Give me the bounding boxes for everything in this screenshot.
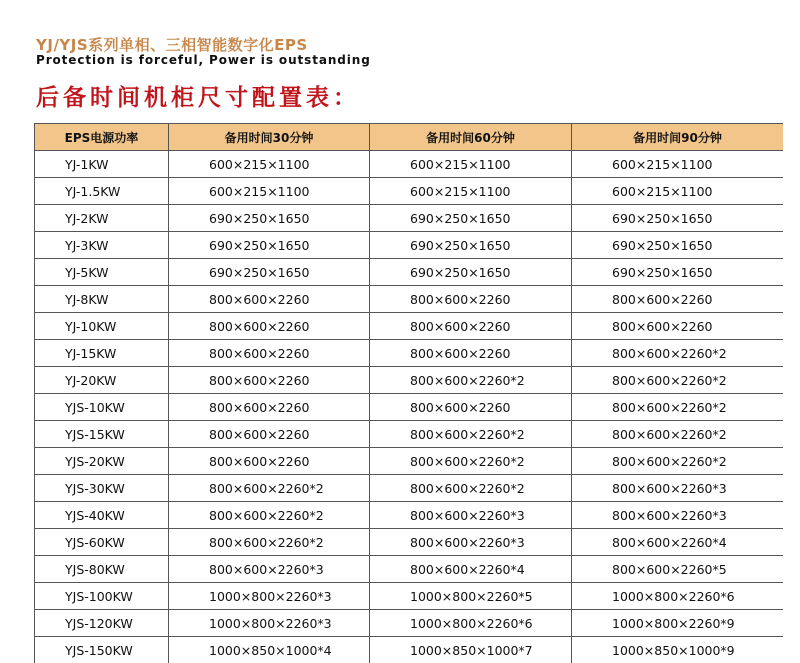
cell-size: 1000×800×2260*3 — [169, 610, 370, 637]
cell-size: 800×600×2260 — [169, 313, 370, 340]
table-row — [35, 556, 784, 583]
table-row — [35, 583, 784, 610]
table-row — [35, 205, 784, 232]
cell-size: 800×600×2260*5 — [572, 556, 784, 583]
cell-size: 800×600×2260*2 — [370, 421, 572, 448]
cell-size: 800×600×2260 — [169, 421, 370, 448]
cell-size: 800×600×2260*3 — [572, 502, 784, 529]
table-row — [35, 259, 784, 286]
table-row — [35, 475, 784, 502]
page-title: 后备时间机柜尺寸配置表： — [36, 79, 360, 112]
cell-size: 800×600×2260 — [370, 340, 572, 367]
cell-size: 800×600×2260 — [370, 286, 572, 313]
table-row — [35, 610, 784, 637]
cell-model: YJ-3KW — [35, 232, 169, 259]
cell-size: 800×600×2260*2 — [169, 529, 370, 556]
cell-size: 690×250×1650 — [572, 205, 784, 232]
cell-size: 800×600×2260 — [572, 286, 784, 313]
table-row — [35, 340, 784, 367]
column-header-90min: 备用时间90分钟 — [572, 124, 784, 151]
cell-size: 690×250×1650 — [370, 259, 572, 286]
cell-model: YJS-120KW — [35, 610, 169, 637]
cell-size: 800×600×2260 — [370, 394, 572, 421]
cell-size: 1000×800×2260*5 — [370, 583, 572, 610]
table-header-row — [35, 124, 784, 151]
cell-size: 690×250×1650 — [370, 205, 572, 232]
cell-size: 800×600×2260 — [169, 394, 370, 421]
series-subtitle: YJ/YJS系列单相、三相智能数字化EPS — [36, 34, 308, 55]
cell-size: 1000×800×2260*9 — [572, 610, 784, 637]
cell-size: 800×600×2260 — [169, 286, 370, 313]
cell-size: 800×600×2260 — [169, 448, 370, 475]
cell-size: 1000×850×1000*4 — [169, 637, 370, 663]
cell-model: YJS-30KW — [35, 475, 169, 502]
cabinet-size-table-container — [34, 123, 783, 663]
column-header-60min: 备用时间60分钟 — [370, 124, 572, 151]
table-row — [35, 394, 784, 421]
cell-model: YJ-10KW — [35, 313, 169, 340]
cell-size: 800×600×2260*2 — [572, 421, 784, 448]
table-row — [35, 502, 784, 529]
cell-size: 690×250×1650 — [169, 232, 370, 259]
cell-size: 600×215×1100 — [572, 151, 784, 178]
cell-size: 690×250×1650 — [572, 232, 784, 259]
cell-size: 800×600×2260*2 — [572, 367, 784, 394]
table-row — [35, 286, 784, 313]
cell-size: 800×600×2260*3 — [370, 502, 572, 529]
column-header-30min: 备用时间30分钟 — [169, 124, 370, 151]
cell-size: 1000×850×1000*9 — [572, 637, 784, 663]
cell-model: YJS-20KW — [35, 448, 169, 475]
table-row — [35, 637, 784, 663]
cell-model: YJS-40KW — [35, 502, 169, 529]
cell-size: 600×215×1100 — [370, 178, 572, 205]
cell-size: 600×215×1100 — [370, 151, 572, 178]
cell-size: 800×600×2260*2 — [169, 475, 370, 502]
cell-size: 800×600×2260 — [169, 340, 370, 367]
cell-model: YJ-1.5KW — [35, 178, 169, 205]
cell-model: YJS-100KW — [35, 583, 169, 610]
cell-model: YJ-1KW — [35, 151, 169, 178]
cell-size: 800×600×2260*3 — [169, 556, 370, 583]
cell-size: 800×600×2260*4 — [370, 556, 572, 583]
cell-model: YJ-15KW — [35, 340, 169, 367]
cell-size: 600×215×1100 — [169, 178, 370, 205]
column-header-power: EPS电源功率 — [35, 124, 169, 151]
cell-size: 600×215×1100 — [169, 151, 370, 178]
cell-size: 690×250×1650 — [370, 232, 572, 259]
cell-model: YJS-10KW — [35, 394, 169, 421]
table-row — [35, 367, 784, 394]
cell-model: YJS-60KW — [35, 529, 169, 556]
cell-size: 800×600×2260*2 — [169, 502, 370, 529]
table-row — [35, 421, 784, 448]
cell-model: YJ-2KW — [35, 205, 169, 232]
cell-size: 690×250×1650 — [572, 259, 784, 286]
cell-size: 800×600×2260 — [169, 367, 370, 394]
slogan: Protection is forceful, Power is outstanding — [36, 53, 371, 67]
cell-size: 800×600×2260 — [572, 313, 784, 340]
cell-size: 1000×800×2260*6 — [370, 610, 572, 637]
table-row — [35, 529, 784, 556]
cell-size: 800×600×2260*2 — [370, 475, 572, 502]
cell-size: 800×600×2260*2 — [572, 448, 784, 475]
cell-model: YJS-15KW — [35, 421, 169, 448]
cell-size: 800×600×2260*2 — [572, 340, 784, 367]
table-row — [35, 448, 784, 475]
table-row — [35, 313, 784, 340]
cell-size: 800×600×2260*2 — [370, 448, 572, 475]
cell-size: 600×215×1100 — [572, 178, 784, 205]
table-row — [35, 178, 784, 205]
cell-model: YJ-5KW — [35, 259, 169, 286]
cell-model: YJ-8KW — [35, 286, 169, 313]
cell-size: 800×600×2260 — [370, 313, 572, 340]
cell-size: 1000×800×2260*6 — [572, 583, 784, 610]
table-body — [35, 151, 784, 663]
cell-size: 690×250×1650 — [169, 205, 370, 232]
cell-size: 1000×850×1000*7 — [370, 637, 572, 663]
cell-size: 800×600×2260*2 — [572, 394, 784, 421]
cell-size: 800×600×2260*4 — [572, 529, 784, 556]
cabinet-size-table — [34, 123, 783, 663]
cell-size: 800×600×2260*2 — [370, 367, 572, 394]
cell-size: 1000×800×2260*3 — [169, 583, 370, 610]
cell-size: 800×600×2260*3 — [370, 529, 572, 556]
table-row — [35, 232, 784, 259]
cell-model: YJ-20KW — [35, 367, 169, 394]
cell-size: 800×600×2260*3 — [572, 475, 784, 502]
cell-model: YJS-150KW — [35, 637, 169, 663]
cell-size: 690×250×1650 — [169, 259, 370, 286]
table-row — [35, 151, 784, 178]
cell-model: YJS-80KW — [35, 556, 169, 583]
